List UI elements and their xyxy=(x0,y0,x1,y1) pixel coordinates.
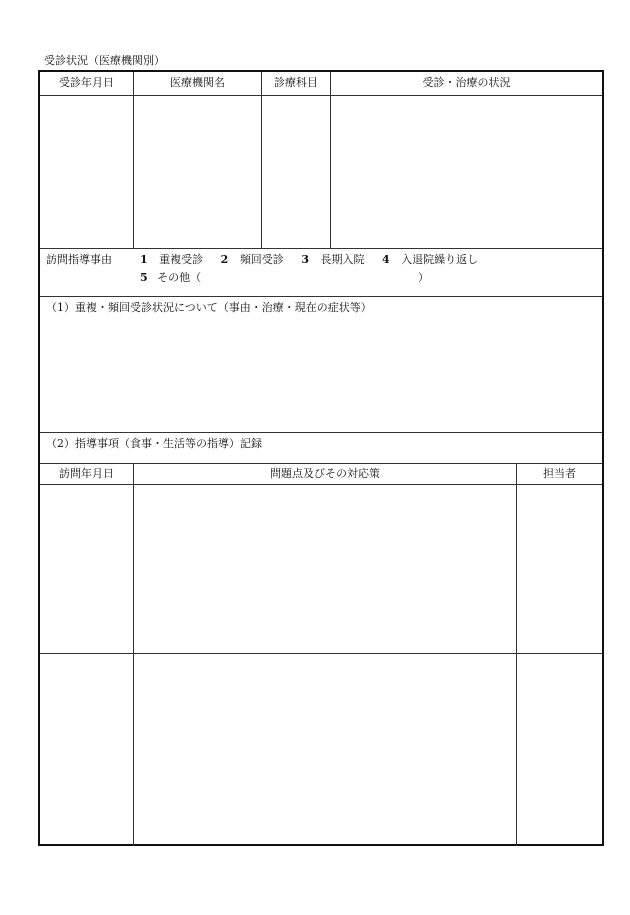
reason-number: 1 xyxy=(140,253,148,266)
reason-duplicate-visits: 重複受診 xyxy=(159,253,204,266)
section2-title: （2）指導事項（食事・生活等の指導）記録 xyxy=(46,437,262,450)
visit-col-divider-3 xyxy=(330,72,331,248)
header-person-in-charge: 担当者 xyxy=(543,467,576,480)
reason-number: 3 xyxy=(301,253,309,266)
reason-row-bottom xyxy=(40,296,602,297)
record-col-divider-2 xyxy=(516,463,517,846)
header-department: 診療科目 xyxy=(274,76,318,89)
header-visit-date: 受診年月日 xyxy=(59,76,114,89)
visit-col-divider-2 xyxy=(261,72,262,248)
section-title: 受診状況（医療機関別） xyxy=(44,54,165,67)
visit-table-bottom xyxy=(40,248,602,249)
record-header-divider xyxy=(40,484,602,485)
reason-frequent-visits: 頻回受診 xyxy=(239,253,284,266)
record-row-divider xyxy=(40,653,602,654)
record-col-divider-1 xyxy=(133,463,134,846)
reason-number: 4 xyxy=(381,253,390,266)
guidance-reason-label: 訪問指導事由 xyxy=(46,253,112,266)
reason-other: その他（ xyxy=(157,271,202,284)
header-treatment-status: 受診・治療の状況 xyxy=(422,76,511,89)
guidance-reason-options-line1 xyxy=(140,253,478,267)
section1-bottom xyxy=(40,432,602,433)
visit-header-divider xyxy=(40,95,602,96)
reason-repeated-admission: 入退院繰り返し xyxy=(401,253,479,266)
consultation-form xyxy=(38,70,604,846)
reason-number: 5 xyxy=(140,271,148,284)
guidance-reason-options-line2 xyxy=(140,271,201,285)
section1-title: （1）重複・頻回受診状況について（事由・治療・現在の症状等） xyxy=(46,301,372,314)
visit-col-divider-1 xyxy=(133,72,134,248)
header-problems-and-measures: 問題点及びその対応策 xyxy=(270,467,380,480)
reason-other-close-paren: ） xyxy=(418,271,429,284)
header-institution-name: 医療機関名 xyxy=(170,76,225,89)
reason-number: 2 xyxy=(220,253,229,266)
reason-long-hospitalization: 長期入院 xyxy=(320,253,365,266)
section2-bottom xyxy=(40,463,602,464)
header-home-visit-date: 訪問年月日 xyxy=(59,467,114,480)
